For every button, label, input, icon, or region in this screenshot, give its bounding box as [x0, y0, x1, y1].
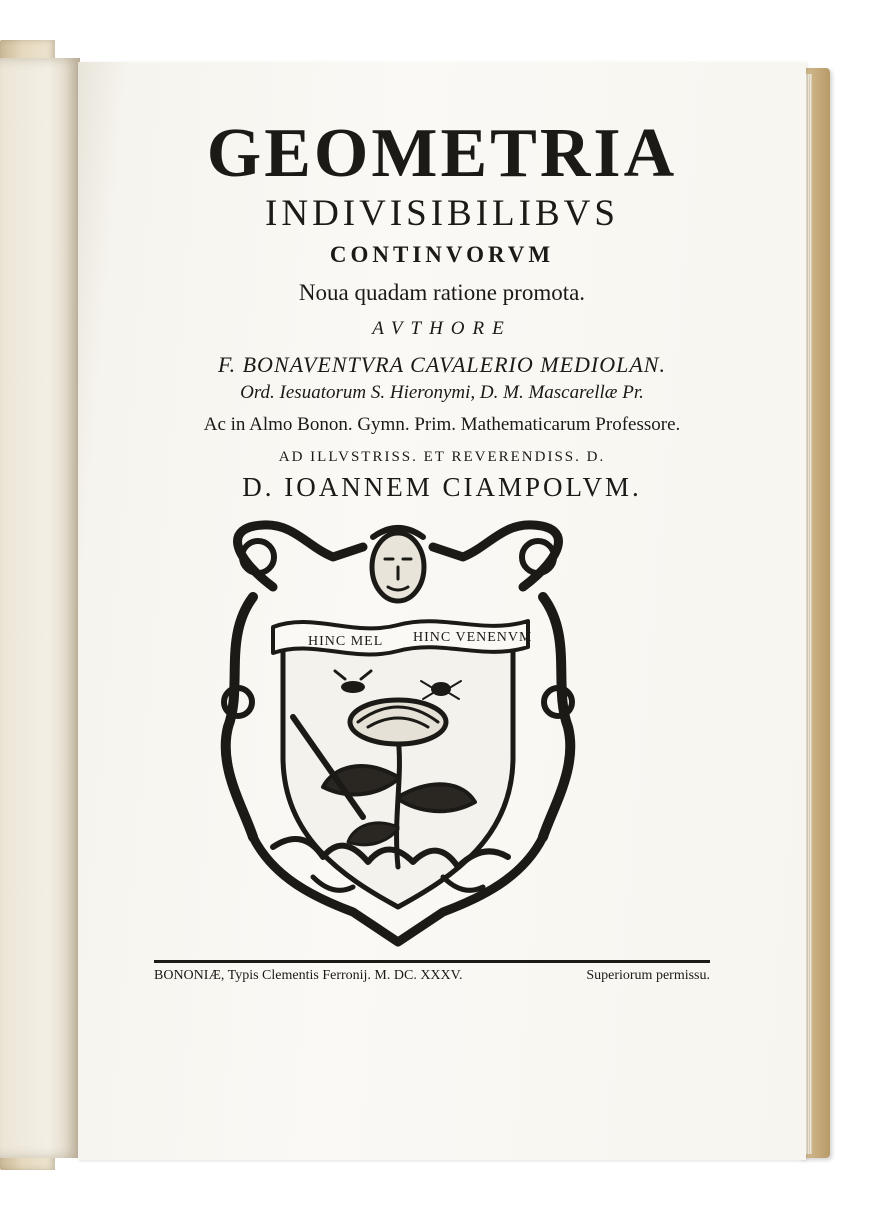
title-page — [78, 62, 806, 1160]
author-heading: AVTHORE — [372, 318, 512, 339]
author-name: F. BONAVENTVRA CAVALERIO MEDIOLAN. — [218, 352, 666, 377]
subtitle-line-1: INDIVISIBILIBVS — [265, 193, 619, 234]
dedication-heading: AD ILLVSTRISS. ET REVERENDISS. D. — [278, 449, 606, 465]
dedicatee: D. IOANNEM CIAMPOLVM. — [242, 472, 642, 502]
subtitle-line-2: CONTINVORVM — [329, 242, 555, 267]
emblem-motto-left: HINC MEL — [308, 634, 384, 649]
author-order: Ord. Iesuatorum S. Hieronymi, D. M. Mascarellæ Pr. — [240, 382, 644, 403]
emblem-motto-right: HINC VENENVM — [413, 630, 533, 645]
imprint-line — [154, 968, 710, 984]
book-title: GEOMETRIA — [206, 115, 678, 192]
subtitle-line-3: Noua quadam ratione promota. — [298, 280, 586, 305]
left-page — [0, 58, 80, 1158]
imprint-text: BONONIÆ, Typis Clementis Ferronij. M. DC. XXXV. — [154, 968, 463, 983]
imprint-rule — [154, 960, 710, 963]
woodcut-emblem-icon — [213, 517, 583, 957]
author-post: Ac in Almo Bonon. Gymn. Prim. Mathematicarum Professore. — [203, 414, 681, 435]
permission-text: Superiorum permissu. — [586, 968, 710, 983]
